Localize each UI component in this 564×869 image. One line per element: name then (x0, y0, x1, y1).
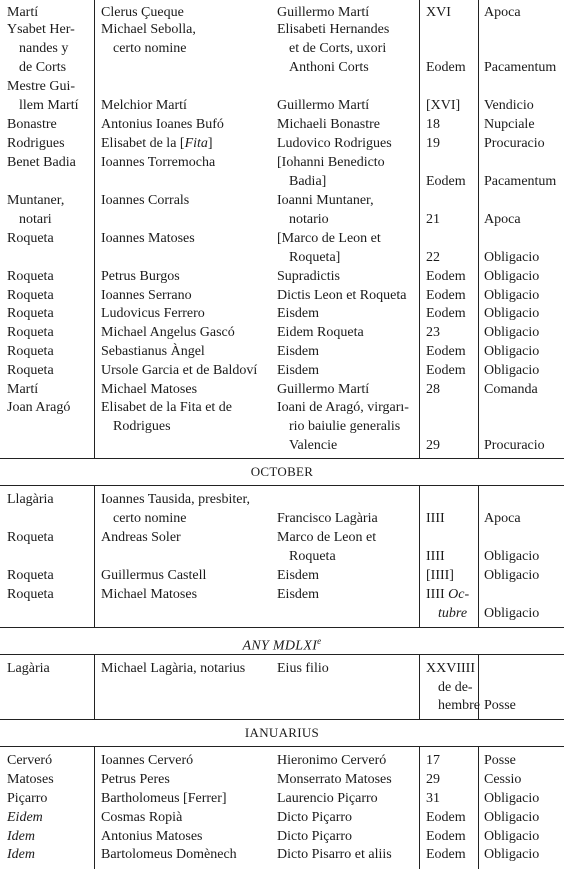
cell-notary: Roqueta (7, 269, 54, 284)
cell-recipient: notario (289, 212, 329, 227)
cell-recipient: Monserrato Matoses (277, 772, 392, 787)
cell-grantor: Ioannes Matoses (101, 231, 195, 246)
cell-grantor: Antonius Matoses (101, 829, 203, 844)
cell-recipient: [Marco de Leon et (277, 231, 381, 246)
footnote-marker: e (317, 636, 322, 646)
cell-date: de de- (438, 680, 473, 695)
cell-date: hembre (438, 698, 480, 713)
cell-recipient: Supradictis (277, 269, 340, 284)
cell-grantor: Elisabet de la [Fita] (101, 136, 213, 151)
cell-grantor: Elisabet de la Fita et de (101, 400, 233, 415)
cell-date: 29 (426, 438, 440, 453)
cell-grantor: Andreas Soler (101, 530, 181, 545)
cell-grantor: Melchior Martí (101, 98, 187, 113)
cell-date: Eodem (426, 810, 466, 825)
cell-date: XXVIIII (426, 661, 475, 676)
cell-notary: notari (19, 212, 52, 227)
cell-recipient: Eisdem (277, 344, 319, 359)
cell-notary: Benet Badia (7, 155, 76, 170)
col-divider-1 (94, 0, 95, 458)
cell-grantor: Ioannes Tausida, presbiter, (101, 492, 251, 507)
cell-recipient: rio baiulie generalis (289, 419, 401, 434)
cell-act-type: Apoca (484, 5, 521, 20)
cell-recipient: Marco de Leon et (277, 530, 377, 545)
cell-recipient: Dicto Piçarro (277, 810, 353, 825)
cell-notary: Idem (7, 847, 35, 862)
cell-date: 28 (426, 382, 440, 397)
cell-recipient: Dicto Piçarro (277, 829, 353, 844)
text-fragment: ] (207, 136, 213, 151)
cell-recipient: Guillermo Martí (277, 382, 370, 397)
cell-grantor: Ioannes Cerveró (101, 753, 194, 768)
cell-date: Eodem (426, 288, 466, 303)
cell-recipient: Eisdem (277, 363, 319, 378)
cell-recipient: Eius filio (277, 661, 329, 676)
cell-date: tubre (438, 606, 468, 621)
cell-date: Eodem (426, 363, 466, 378)
cell-recipient: Laurencio Piçarro (277, 791, 378, 806)
cell-notary: Roqueta (7, 344, 54, 359)
cell-notary: Roqueta (7, 363, 54, 378)
cell-date: IIII Oc- (426, 587, 470, 602)
cell-grantor: Michael Matoses (101, 382, 198, 397)
cell-act-type: Obligacio (484, 325, 540, 340)
cell-grantor: Bartolomeus Domènech (101, 847, 237, 862)
cell-recipient: Ioanni Muntaner, (277, 193, 374, 208)
cell-grantor: Guillermus Castell (101, 568, 207, 583)
cell-grantor: Cosmas Ropià (101, 810, 183, 825)
cell-grantor: Michael Matoses (101, 587, 198, 602)
cell-recipient: et de Corts, uxori (289, 41, 387, 56)
cell-act-type: Obligacio (484, 829, 540, 844)
cell-act-type: Obligacio (484, 250, 540, 265)
cell-notary: Idem (7, 829, 35, 844)
rule-october-bottom (0, 485, 564, 486)
cell-recipient: Ioani de Aragó, virgarı- (277, 400, 409, 415)
cell-notary: Muntaner, (7, 193, 65, 208)
cell-act-type: Posse (484, 698, 516, 713)
cell-date: Eodem (426, 344, 466, 359)
cell-date: Eodem (426, 306, 466, 321)
cell-notary: Eidem (7, 810, 43, 825)
cell-grantor: Michael Sebolla, (101, 22, 196, 37)
cell-grantor: Petrus Peres (101, 772, 170, 787)
cell-act-type: Obligacio (484, 363, 540, 378)
cell-notary: Roqueta (7, 231, 54, 246)
cell-notary: Roqueta (7, 568, 54, 583)
cell-act-type: Obligacio (484, 549, 540, 564)
cell-date: 21 (426, 212, 440, 227)
cell-notary: Bonastre (7, 117, 57, 132)
cell-notary: Ysabet Her- (7, 22, 75, 37)
cell-date: Eodem (426, 60, 466, 75)
cell-act-type: Pacamentum (484, 174, 557, 189)
cell-notary: Rodrigues (7, 136, 65, 151)
cell-recipient: Dictis Leon et Roqueta (277, 288, 407, 303)
cell-recipient: [Iohanni Benedicto (277, 155, 385, 170)
col-divider-3 (478, 485, 479, 627)
cell-recipient: Francisco Lagària (277, 511, 378, 526)
cell-act-type: Obligacio (484, 288, 540, 303)
cell-act-type: Comanda (484, 382, 538, 397)
rule-any-top (0, 627, 564, 628)
rule-ianuarius-top (0, 719, 564, 720)
section-heading-text: IANUARIUS (244, 725, 320, 740)
rule-october-top (0, 458, 564, 459)
cell-notary: Roqueta (7, 325, 54, 340)
cell-act-type: Apoca (484, 511, 521, 526)
cell-recipient: Anthoni Corts (289, 60, 369, 75)
cell-date: 23 (426, 325, 440, 340)
col-divider-2 (419, 485, 420, 627)
cell-recipient: Roqueta] (289, 250, 341, 265)
cell-grantor: Clerus Çueque (101, 5, 184, 20)
cell-recipient: Guillermo Martí (277, 5, 370, 20)
rule-ianuarius-bottom (0, 746, 564, 747)
cell-act-type: Procuracio (484, 438, 545, 453)
cell-notary: Cerveró (7, 753, 53, 768)
cell-date: 18 (426, 117, 440, 132)
cell-recipient: Roqueta (289, 549, 336, 564)
cell-act-type: Obligacio (484, 344, 540, 359)
cell-recipient: Valencie (289, 438, 338, 453)
cell-notary: Roqueta (7, 288, 54, 303)
italic-fragment: Oc- (448, 587, 470, 602)
cell-recipient: Eisdem (277, 306, 319, 321)
cell-notary: Joan Aragó (7, 400, 71, 415)
cell-grantor: certo nomine (113, 41, 187, 56)
section-heading-october (0, 463, 564, 481)
cell-act-type: Obligacio (484, 847, 540, 862)
cell-recipient: Eidem Roqueta (277, 325, 364, 340)
cell-date: [XVI] (426, 98, 461, 113)
cell-grantor: Michael Lagària, notarius (101, 661, 246, 676)
cell-grantor: Petrus Burgos (101, 269, 180, 284)
cell-act-type: Obligacio (484, 568, 540, 583)
col-divider-1 (94, 746, 95, 869)
cell-notary: Martí (7, 382, 39, 397)
cell-grantor: Rodrigues (113, 419, 171, 434)
cell-act-type: Apoca (484, 212, 521, 227)
col-divider-2 (419, 746, 420, 869)
col-divider-3 (478, 0, 479, 458)
cell-act-type: Cessio (484, 772, 522, 787)
section-heading-text: OCTOBER (250, 464, 314, 479)
cell-notary: Matoses (7, 772, 54, 787)
cell-recipient: Ludovico Rodrigues (277, 136, 392, 151)
cell-date: [IIII] (426, 568, 454, 583)
cell-grantor: certo nomine (113, 511, 187, 526)
cell-notary: Roqueta (7, 530, 54, 545)
cell-recipient: Eisdem (277, 568, 319, 583)
col-divider-1 (94, 654, 95, 719)
cell-grantor: Michael Angelus Gascó (101, 325, 235, 340)
col-divider-2 (419, 0, 420, 458)
col-divider-1 (94, 485, 95, 627)
cell-grantor: Antonius Ioanes Bufó (101, 117, 224, 132)
cell-notary: Martí (7, 5, 39, 20)
cell-notary: Piçarro (7, 791, 48, 806)
section-heading-any (0, 632, 564, 656)
cell-act-type: Vendicio (484, 98, 534, 113)
cell-date: Eodem (426, 269, 466, 284)
cell-act-type: Obligacio (484, 791, 540, 806)
cell-notary: Mestre Gui- (7, 79, 76, 94)
cell-notary: Roqueta (7, 587, 54, 602)
cell-notary: nandes y (19, 41, 69, 56)
cell-notary: Roqueta (7, 306, 54, 321)
col-divider-3 (478, 746, 479, 869)
section-heading-text: ANY MDLXI (242, 638, 318, 654)
cell-date: 31 (426, 791, 440, 806)
cell-date: 22 (426, 250, 440, 265)
cell-notary: de Corts (19, 60, 67, 75)
cell-date: IIII (426, 511, 445, 526)
cell-recipient: Eisdem (277, 587, 319, 602)
cell-act-type: Nupciale (484, 117, 535, 132)
cell-recipient: Michaeli Bonastre (277, 117, 381, 132)
cell-date: Eodem (426, 829, 466, 844)
cell-act-type: Obligacio (484, 810, 540, 825)
cell-notary: Lagària (7, 661, 50, 676)
cell-date: Eodem (426, 847, 466, 862)
cell-recipient: Guillermo Martí (277, 98, 370, 113)
cell-grantor: Sebastianus Àngel (101, 344, 205, 359)
cell-notary: Llagària (7, 492, 54, 507)
cell-grantor: Ioannes Serrano (101, 288, 192, 303)
col-divider-2 (419, 654, 420, 719)
cell-grantor: Ioannes Torremocha (101, 155, 216, 170)
cell-act-type: Posse (484, 753, 516, 768)
cell-recipient: Dicto Pisarro et aliis (277, 847, 392, 862)
cell-act-type: Obligacio (484, 606, 540, 621)
cell-recipient: Elisabeti Hernandes (277, 22, 390, 37)
cell-act-type: Pacamentum (484, 60, 557, 75)
cell-act-type: Procuracio (484, 136, 545, 151)
cell-grantor: Bartholomeus [Ferrer] (101, 791, 227, 806)
cell-act-type: Obligacio (484, 306, 540, 321)
cell-grantor: Ursole Garcia et de Baldoví (101, 363, 258, 378)
cell-date: 29 (426, 772, 440, 787)
cell-date: 19 (426, 136, 440, 151)
cell-date: XVI (426, 5, 451, 20)
cell-notary: llem Martí (19, 98, 79, 113)
italic-fragment: Fita (184, 136, 208, 151)
cell-recipient: Badia] (289, 174, 327, 189)
cell-recipient: Hieronimo Cerveró (277, 753, 387, 768)
section-heading-ianuarius (0, 724, 564, 742)
cell-date: IIII (426, 549, 445, 564)
cell-act-type: Obligacio (484, 269, 540, 284)
cell-date: Eodem (426, 174, 466, 189)
cell-grantor: Ioannes Corrals (101, 193, 190, 208)
cell-grantor: Ludovicus Ferrero (101, 306, 205, 321)
cell-date: 17 (426, 753, 440, 768)
